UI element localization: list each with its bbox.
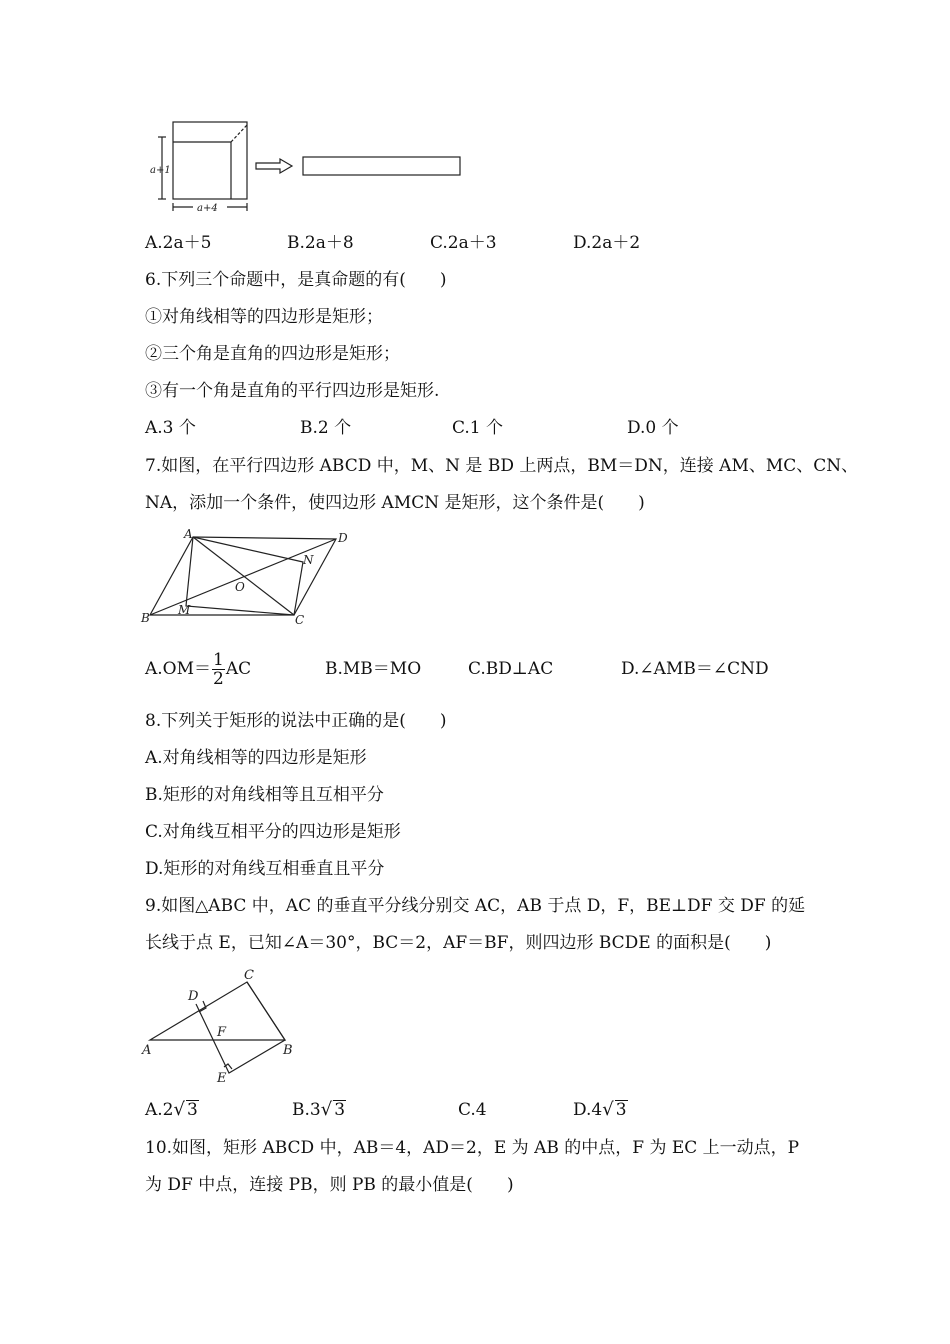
q8-option-c: C.对角线互相平分的四边形是矩形 <box>145 822 401 842</box>
q8-option-a: A.对角线相等的四边形是矩形 <box>145 748 367 768</box>
q7-option-a-suffix: AC <box>225 659 252 679</box>
q6-item-3: ③有一个角是直角的平行四边形是矩形. <box>145 381 440 401</box>
q7-label-n: N <box>303 553 314 567</box>
q9-option-b-radical-sign: √ <box>320 1099 333 1120</box>
q6-option-b: B.2 个 <box>300 418 352 438</box>
q7-option-a-denominator: 2 <box>213 669 224 689</box>
q5-option-a: A.2a＋5 <box>145 233 212 253</box>
q7-stem-line-1: 7.如图，在平行四边形 ABCD 中，M、N 是 BD 上两点，BM＝DN，连接 AM、MC、CN、 <box>145 456 859 476</box>
q9-label-c: C <box>244 968 254 983</box>
figure-q7 <box>140 525 360 630</box>
q5-option-b: B.2a＋8 <box>287 233 354 253</box>
q9-option-c: C.4 <box>458 1100 487 1120</box>
q7-stem-line-2: NA，添加一个条件，使四边形 AMCN 是矩形，这个条件是( ) <box>145 493 645 513</box>
fig5-left-label: a+1 <box>150 165 171 176</box>
q8-stem: 8.下列关于矩形的说法中正确的是( ) <box>145 711 447 731</box>
q7-option-a-prefix: A.OM＝ <box>145 659 212 679</box>
q9-option-a <box>145 1099 199 1121</box>
q9-label-e: E <box>217 1071 227 1085</box>
q9-label-a: A <box>142 1043 152 1058</box>
q5-option-c: C.2a＋3 <box>430 233 497 253</box>
q7-label-o: O <box>235 580 245 594</box>
q5-option-d: D.2a＋2 <box>573 233 641 253</box>
q6-item-1: ①对角线相等的四边形是矩形； <box>145 307 383 327</box>
q7-option-b: B.MB＝MO <box>325 659 422 679</box>
q7-label-c: C <box>295 613 305 627</box>
q7-label-m: M <box>178 603 191 617</box>
q9-option-b-prefix: B.3 <box>292 1100 321 1120</box>
q7-option-a-numerator: 1 <box>213 650 224 670</box>
q9-label-f: F <box>217 1025 227 1040</box>
q7-option-a-fraction <box>212 651 225 688</box>
q9-option-d-radical-sign: √ <box>602 1099 614 1120</box>
q9-option-a-radicand: 3 <box>186 1100 198 1120</box>
q7-option-d: D.∠AMB＝∠CND <box>621 659 769 679</box>
q9-option-b <box>292 1099 346 1121</box>
q6-option-c: C.1 个 <box>452 418 504 438</box>
q6-stem: 6.下列三个命题中，是真命题的有( ) <box>145 270 447 290</box>
q6-option-a: A.3 个 <box>145 418 196 438</box>
q7-option-c: C.BD⊥AC <box>468 659 554 679</box>
q9-option-d-prefix: D.4 <box>573 1100 603 1120</box>
q6-option-d: D.0 个 <box>627 418 679 438</box>
q10-stem-line-2: 为 DF 中点，连接 PB，则 PB 的最小值是( ) <box>145 1175 514 1195</box>
q9-stem-line-1: 9.如图△ABC 中，AC 的垂直平分线分别交 AC，AB 于点 D，F，BE⊥DF 交 DF 的延 <box>145 896 806 916</box>
figure-q5 <box>150 115 470 220</box>
q9-stem-line-2: 长线于点 E，已知∠A＝30°，BC＝2，AF＝BF，则四边形 BCDE 的面积是( ) <box>145 933 772 953</box>
figure-q9 <box>140 965 305 1085</box>
q9-label-d: D <box>188 989 199 1004</box>
q9-option-a-radical-sign: √ <box>173 1099 185 1120</box>
q7-label-a: A <box>184 527 193 541</box>
q8-option-b: B.矩形的对角线相等且互相平分 <box>145 785 384 805</box>
q6-item-2: ②三个角是直角的四边形是矩形； <box>145 344 400 364</box>
q7-label-d: D <box>338 531 348 545</box>
q9-option-b-radicand: 3 <box>334 1100 346 1120</box>
q7-option-a <box>145 651 251 688</box>
q8-option-d: D.矩形的对角线互相垂直且平分 <box>145 859 385 879</box>
q7-label-b: B <box>141 611 150 625</box>
q9-option-d-radicand: 3 <box>615 1100 627 1120</box>
q9-label-b: B <box>283 1043 293 1058</box>
q9-option-a-prefix: A.2 <box>145 1100 174 1120</box>
q10-stem-line-1: 10.如图，矩形 ABCD 中，AB＝4，AD＝2，E 为 AB 的中点，F 为 EC 上一动点，P <box>145 1138 800 1158</box>
q9-option-d <box>573 1099 628 1121</box>
fig5-bottom-label: a+4 <box>197 203 218 214</box>
